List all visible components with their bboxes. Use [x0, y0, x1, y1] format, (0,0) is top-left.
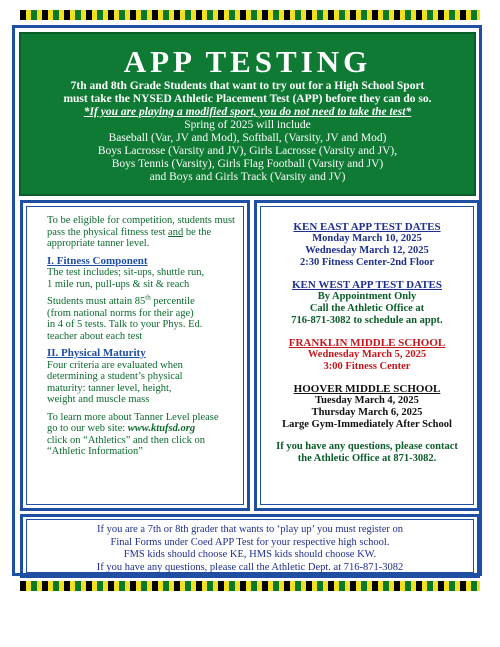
ken-west-line-1: By Appointment Only	[317, 291, 417, 302]
registration-panel	[26, 519, 474, 573]
franklin-location: 3:00 Fitness Center	[323, 361, 411, 372]
learn-line-2: go to our web site:	[47, 423, 128, 434]
athletic-office-contact: If you have any questions, please contact the Athletic Office at 871-3082.	[276, 441, 458, 464]
eligibility-panel	[26, 206, 244, 505]
page-title: APP TESTING	[123, 44, 372, 79]
franklin-title: FRANKLIN MIDDLE SCHOOL	[288, 337, 446, 349]
sports-line-4: and Boys and Girls Track (Varsity and JV)	[149, 171, 346, 183]
intro-and: and	[168, 226, 184, 238]
ken-east-title: KEN EAST APP TEST DATES	[293, 221, 441, 233]
header-banner	[19, 32, 476, 196]
maturity-line-3: maturity: tanner level, height,	[47, 382, 172, 394]
attain-line-2: (from national norms for their age)	[47, 307, 194, 319]
tanner-info	[47, 412, 239, 458]
maturity-line-2: determining a student’s physical	[47, 371, 183, 382]
hoover-date-1: Tuesday March 4, 2025	[315, 395, 419, 406]
attain-text-b: percentile	[150, 296, 195, 307]
hoover-section	[261, 383, 473, 431]
franklin-section	[261, 337, 473, 373]
intro-text-b: be the appropriate tanner level.	[47, 226, 212, 249]
fitness-line-2: 1 mile run, pull-ups & sit & reach	[47, 278, 190, 290]
test-dates-panel	[260, 206, 474, 505]
ken-east-date-2: Wednesday March 12, 2025	[305, 245, 429, 256]
learn-line-1: To learn more about Tanner Level please	[47, 411, 219, 423]
top-decorative-stripe	[20, 10, 480, 20]
ken-west-line-2: Call the Athletic Office at	[309, 303, 425, 314]
registration-line-2: Final Forms under Coed APP Test for your respective high school.	[110, 536, 390, 548]
spring-intro: Spring of 2025 will include	[184, 119, 311, 131]
ken-west-line-3: 716-871-3082 to schedule an appt.	[291, 315, 443, 326]
registration-line-4: If you have any questions, please call the Athletic Dept. at 716-871-3082	[96, 561, 404, 573]
maturity-line-4: weight and muscle mass	[47, 394, 150, 405]
attain-text-a: Students must attain 85	[47, 296, 146, 307]
ken-west-title: KEN WEST APP TEST DATES	[292, 279, 442, 291]
modified-sport-note: *If you are playing a modified sport, you do not need to take the test*	[83, 106, 412, 118]
header-lead-line-2: must take the NYSED Athletic Placement Test (APP) before they can do so.	[63, 93, 432, 105]
learn-line-4: “Athletic Information”	[47, 446, 143, 457]
attain-superscript: th	[145, 293, 151, 302]
sports-line-3: Boys Tennis (Varsity), Girls Flag Football (Varsity and JV)	[111, 158, 384, 170]
bottom-decorative-stripe	[20, 581, 480, 591]
registration-line-1: If you are a 7th or 8th grader that wants to ‘play up’ you must register on	[97, 524, 403, 535]
registration-line-3: FMS kids should choose KE, HMS kids should choose KW.	[123, 549, 377, 560]
intro-text-a: To be eligible for competition, students must pass the physical fitness test	[47, 215, 235, 238]
maturity-description	[47, 360, 239, 406]
fitness-description	[47, 267, 239, 290]
ken-west-section	[261, 279, 473, 327]
sports-line-2: Boys Lacrosse (Varsity and JV), Girls Lacrosse (Varsity and JV),	[97, 145, 398, 157]
ken-east-section	[261, 221, 473, 269]
ken-east-location: 2:30 Fitness Center-2nd Floor	[299, 257, 435, 268]
eligibility-intro	[47, 215, 239, 250]
attain-line-3: in 4 of 5 tests. Talk to your Phys. Ed.	[47, 319, 203, 330]
franklin-date: Wednesday March 5, 2025	[307, 349, 427, 360]
ken-east-date-1: Monday March 10, 2025	[312, 233, 422, 244]
learn-line-3: click on “Athletics” and then click on	[47, 434, 206, 446]
physical-maturity-heading: II. Physical Maturity	[47, 347, 146, 359]
hoover-title: HOOVER MIDDLE SCHOOL	[293, 383, 441, 395]
hoover-location: Large Gym-Immediately After School	[282, 419, 452, 430]
percentile-requirement	[47, 293, 239, 342]
hoover-date-2: Thursday March 6, 2025	[311, 407, 423, 418]
fitness-line-1: The test includes; sit-ups, shuttle run,	[47, 267, 205, 278]
header-lead-line-1: 7th and 8th Grade Students that want to try out for a High School Sport	[70, 80, 425, 92]
sports-line-1: Baseball (Var, JV and Mod), Softball, (Varsity, JV and Mod)	[108, 132, 387, 144]
fitness-component-heading: I. Fitness Component	[47, 254, 148, 267]
maturity-line-1: Four criteria are evaluated when	[47, 359, 183, 371]
website-link[interactable]: www.ktufsd.org	[127, 423, 196, 434]
attain-line-4: teacher about each test	[47, 330, 143, 342]
